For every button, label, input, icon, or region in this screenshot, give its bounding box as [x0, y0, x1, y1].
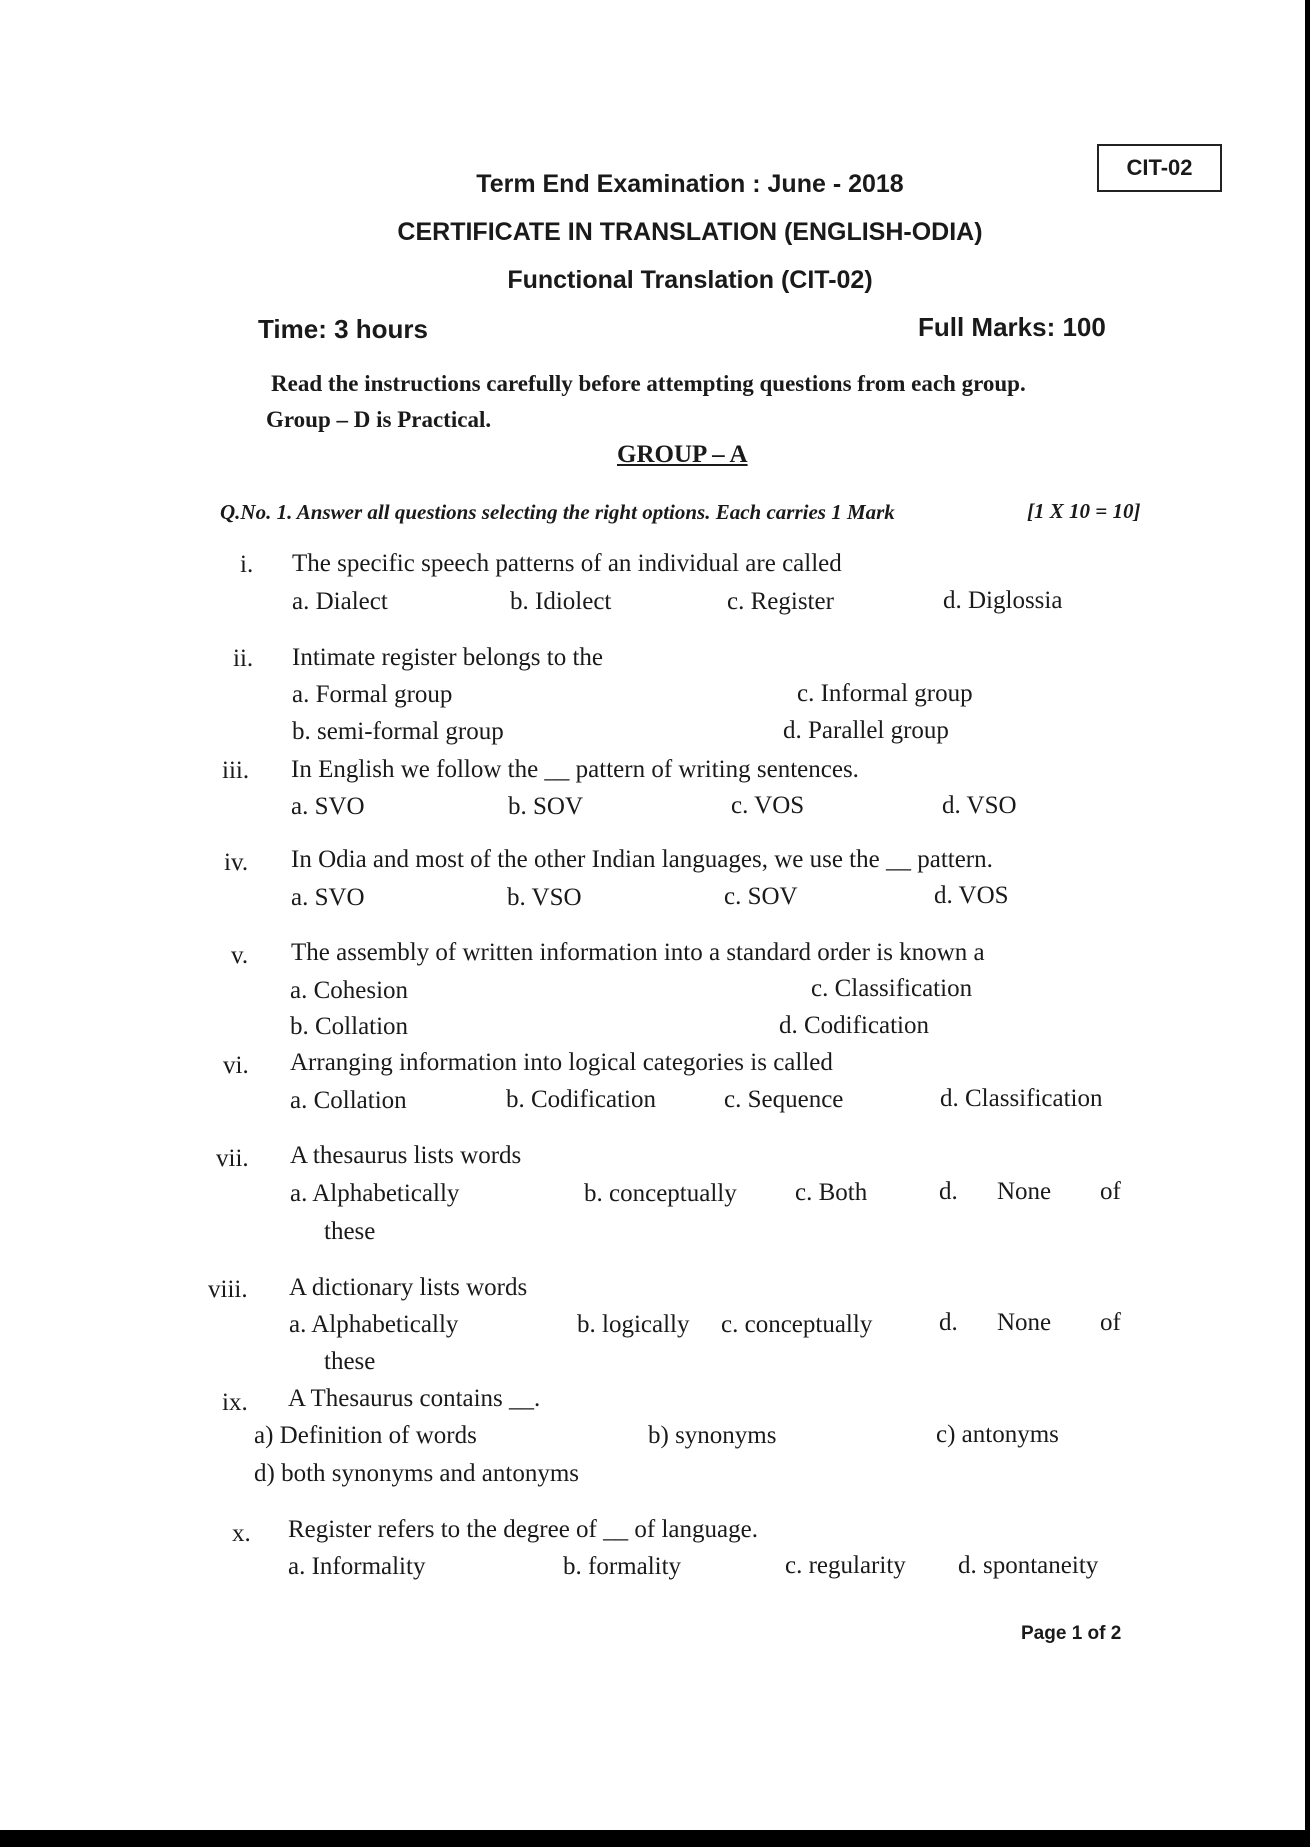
option: b. semi-formal group: [292, 718, 504, 745]
option: d.: [939, 1178, 958, 1205]
question-number: vi.: [223, 1052, 249, 1079]
option: a. Cohesion: [290, 977, 409, 1004]
instruction-line-2: Group – D is Practical.: [266, 407, 492, 432]
scan-edge-right: [1305, 0, 1310, 1847]
option: a) Definition of words: [254, 1422, 477, 1449]
question-text: Intimate register belongs to the: [292, 644, 604, 671]
option: these: [324, 1218, 376, 1245]
question-header-marks: [1 X 10 = 10]: [1027, 499, 1141, 523]
question-number: v.: [231, 942, 249, 969]
option: of: [1100, 1178, 1121, 1205]
option: b. Collation: [290, 1013, 409, 1040]
group-title: GROUP – A: [617, 441, 748, 468]
page-number: Page 1 of 2: [1021, 1623, 1122, 1644]
option: a. Collation: [290, 1087, 407, 1114]
question-text: In Odia and most of the other Indian languages, we use the __ pattern.: [291, 846, 993, 873]
question-text: The assembly of written information into a standard order is known a: [291, 939, 985, 966]
option: b. Idiolect: [510, 588, 612, 615]
option: a. SVO: [291, 884, 365, 911]
question-number: viii.: [208, 1276, 248, 1303]
question-number: iii.: [222, 757, 250, 784]
question-number: vii.: [216, 1145, 249, 1172]
option: c. Both: [795, 1179, 868, 1206]
scan-edge-bottom: [0, 1830, 1310, 1847]
option: c) antonyms: [936, 1421, 1059, 1448]
option: b. conceptually: [584, 1180, 737, 1207]
question-number: i.: [240, 551, 254, 578]
option: b) synonyms: [648, 1422, 777, 1449]
exam-code-box: CIT-02: [1097, 144, 1222, 192]
exam-title: Term End Examination : June - 2018: [476, 170, 904, 198]
instruction-line-1: Read the instructions carefully before attempting questions from each group.: [271, 371, 1026, 396]
option: c. Register: [727, 588, 834, 615]
time-label: Time: 3 hours: [258, 314, 429, 344]
option: d) both synonyms and antonyms: [254, 1460, 579, 1487]
option: c. Sequence: [724, 1086, 844, 1113]
option: b. SOV: [508, 793, 584, 820]
option: d. Parallel group: [783, 717, 949, 744]
option: d. Classification: [940, 1085, 1103, 1112]
option: b. logically: [577, 1311, 690, 1338]
question-number: x.: [232, 1520, 251, 1547]
option: d. Codification: [779, 1012, 929, 1039]
option: d.: [939, 1309, 958, 1336]
question-number: ii.: [233, 645, 254, 672]
question-text: In English we follow the __ pattern of writing sentences.: [291, 756, 859, 783]
option: b. formality: [563, 1553, 682, 1580]
option: d. VSO: [942, 792, 1017, 819]
option: a. Dialect: [292, 588, 388, 615]
question-header: Q.No. 1. Answer all questions selecting the right options. Each carries 1 Mark: [220, 500, 895, 524]
option: a. Informality: [288, 1553, 426, 1580]
option: c. VOS: [731, 792, 805, 819]
option: a. Formal group: [292, 681, 453, 708]
course-title: CERTIFICATE IN TRANSLATION (ENGLISH-ODIA): [397, 218, 983, 246]
question-text: The specific speech patterns of an individual are called: [292, 550, 842, 577]
option: d. spontaneity: [958, 1552, 1099, 1579]
option: c. conceptually: [721, 1311, 873, 1338]
question-number: ix.: [222, 1389, 248, 1416]
option: a. SVO: [291, 793, 365, 820]
option: None: [997, 1178, 1052, 1205]
question-text: A Thesaurus contains __.: [288, 1385, 541, 1412]
option: d. Diglossia: [943, 587, 1063, 614]
paper-title: Functional Translation (CIT-02): [507, 266, 873, 294]
option: c. Informal group: [797, 680, 973, 707]
question-text: A dictionary lists words: [289, 1274, 528, 1301]
question-text: A thesaurus lists words: [290, 1142, 522, 1169]
option: None: [997, 1309, 1052, 1336]
option: b. Codification: [506, 1086, 656, 1113]
option: b. VSO: [507, 884, 582, 911]
option: d. VOS: [934, 882, 1009, 909]
option: these: [324, 1348, 376, 1375]
option: a. Alphabetically: [289, 1311, 459, 1338]
question-text: Arranging information into logical categories is called: [290, 1049, 833, 1076]
question-number: iv.: [224, 849, 249, 876]
option: c. regularity: [785, 1552, 906, 1579]
option: of: [1100, 1309, 1121, 1336]
option: c. SOV: [724, 883, 798, 910]
question-text: Register refers to the degree of __ of language.: [288, 1516, 758, 1543]
full-marks-label: Full Marks: 100: [918, 312, 1106, 342]
option: c. Classification: [811, 975, 973, 1002]
option: a. Alphabetically: [290, 1180, 460, 1207]
